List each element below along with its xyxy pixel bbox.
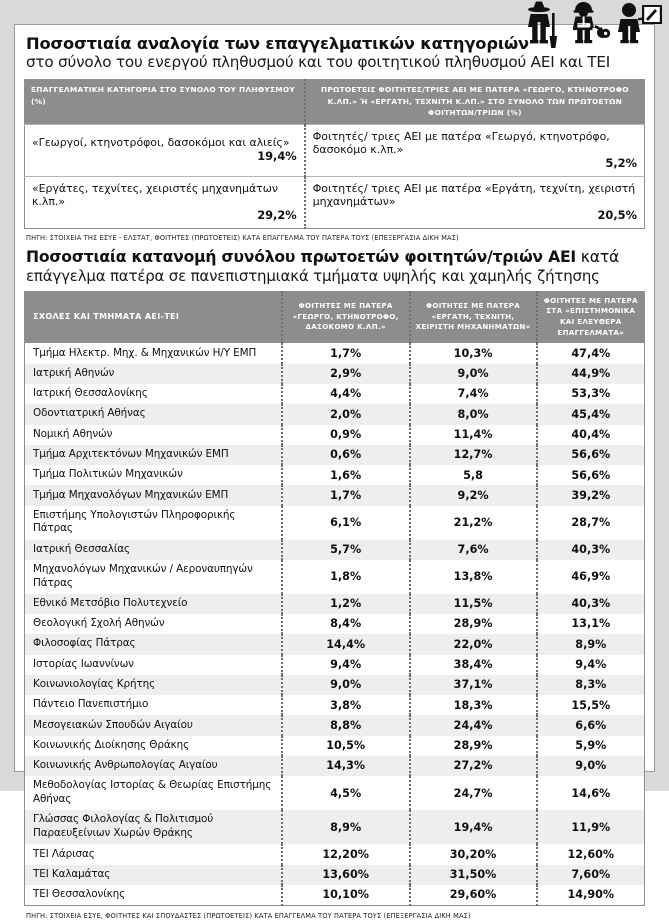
departments-header-row	[25, 291, 645, 343]
worker-figure-icon	[573, 2, 610, 43]
summary-cell-left-1	[25, 176, 305, 228]
table-row	[25, 715, 645, 735]
value-worker: 11,5%	[410, 594, 537, 614]
summary-label-left-0: «Γεωργοί, κτηνοτρόφοι, δασοκόμοι και αλιείς»	[32, 136, 290, 150]
summary-cell-left-0	[25, 124, 305, 176]
table-row	[25, 634, 645, 654]
value-farmer: 12,20%	[282, 844, 410, 864]
value-farmer: 8,8%	[282, 715, 410, 735]
summary-table-header-row	[25, 80, 645, 124]
departments-table	[24, 291, 645, 906]
table-row	[25, 865, 645, 885]
department-name: Τμήμα Πολιτικών Μηχανικών	[25, 465, 282, 485]
department-name: Πάντειο Πανεπιστήμιο	[25, 695, 282, 715]
value-worker: 10,3%	[410, 343, 537, 363]
department-name: Ιατρική Αθηνών	[25, 364, 282, 384]
value-farmer: 5,7%	[282, 540, 410, 560]
value-professional: 12,60%	[537, 844, 645, 864]
value-worker: 9,2%	[410, 485, 537, 505]
summary-label-left-1: «Εργάτες, τεχνίτες, χειριστές μηχανημάτων κ.λπ.»	[32, 181, 278, 208]
department-name: Τμήμα Αρχιτεκτόνων Μηχανικών ΕΜΠ	[25, 445, 282, 465]
value-worker: 31,50%	[410, 865, 537, 885]
value-professional: 56,6%	[537, 465, 645, 485]
table-row	[25, 506, 645, 540]
value-worker: 29,60%	[410, 885, 537, 906]
department-name: Κοινωνικής Διοίκησης Θράκης	[25, 736, 282, 756]
value-farmer: 13,60%	[282, 865, 410, 885]
value-professional: 47,4%	[537, 343, 645, 363]
summary-value-left-1: 29,2%	[257, 207, 297, 222]
value-worker: 37,1%	[410, 675, 537, 695]
table-row	[25, 594, 645, 614]
value-worker: 22,0%	[410, 634, 537, 654]
farmer-figure-icon	[528, 2, 557, 49]
page-title-line1: Ποσοστιαία αναλογία των επαγγελματικών κατηγοριών	[26, 34, 529, 53]
table-row	[25, 540, 645, 560]
value-professional: 8,3%	[537, 675, 645, 695]
department-name: Νομική Αθηνών	[25, 425, 282, 445]
table-row	[25, 776, 645, 810]
department-name: Γλώσσας Φιλολογίας & Πολιτισμού Παραευξείνιων Χωρών Θράκης	[25, 810, 282, 844]
value-farmer: 0,9%	[282, 425, 410, 445]
value-farmer: 6,1%	[282, 506, 410, 540]
table-row	[25, 364, 645, 384]
summary-label-right-1: Φοιτητές/ τριες ΑΕΙ με πατέρα «Εργάτη, τεχνίτη, χειριστή μηχανημάτων»	[312, 181, 636, 208]
department-name: Επιστήμης Υπολογιστών Πληροφορικής Πάτρας	[25, 506, 282, 540]
value-worker: 24,7%	[410, 776, 537, 810]
table-row	[25, 176, 645, 228]
value-worker: 11,4%	[410, 425, 537, 445]
value-farmer: 1,2%	[282, 594, 410, 614]
department-name: Τμήμα Ηλεκτρ. Μηχ. & Μηχανικών Η/Υ ΕΜΠ	[25, 343, 282, 363]
col-header-school: ΣΧΟΛΕΣ ΚΑΙ ΤΜΗΜΑΤΑ ΑΕΙ-ΤΕΙ	[25, 291, 282, 343]
summary-label-right-0: Φοιτητές/ τριες ΑΕΙ με πατέρα «Γεωργό, κτηνοτρόφο, δασοκόμο κ.λπ.»	[312, 129, 610, 156]
title-block-2	[26, 249, 645, 285]
value-farmer: 4,5%	[282, 776, 410, 810]
department-name: Μηχανολόγων Μηχανικών / Αεροναυπηγών Πάτρας	[25, 560, 282, 594]
section-title-rest: κατά	[576, 247, 620, 266]
value-farmer: 8,9%	[282, 810, 410, 844]
department-name: Κοινωνιολογίας Κρήτης	[25, 675, 282, 695]
value-worker: 9,0%	[410, 364, 537, 384]
value-farmer: 14,3%	[282, 756, 410, 776]
table-row	[25, 885, 645, 906]
value-worker: 18,3%	[410, 695, 537, 715]
value-worker: 5,8	[410, 465, 537, 485]
department-name: Εθνικό Μετσόβιο Πολυτεχνείο	[25, 594, 282, 614]
value-farmer: 1,7%	[282, 485, 410, 505]
value-professional: 56,6%	[537, 445, 645, 465]
value-worker: 12,7%	[410, 445, 537, 465]
table-row	[25, 485, 645, 505]
value-professional: 40,3%	[537, 540, 645, 560]
value-farmer: 9,0%	[282, 675, 410, 695]
department-name: Ιστορίας Ιωαννίνων	[25, 655, 282, 675]
value-worker: 7,4%	[410, 384, 537, 404]
col-header-professional: ΦΟΙΤΗΤΕΣ ΜΕ ΠΑΤΕΡΑ ΣΤΑ «ΕΠΙΣΤΗΜΟΝΙΚΑ ΚΑΙ ΕΛΕΥΘΕΡΑ ΕΠΑΓΓΕΛΜΑΤΑ»	[537, 291, 645, 343]
value-worker: 19,4%	[410, 810, 537, 844]
department-name: Μεθοδολογίας Ιστορίας & Θεωρίας Επιστήμης Αθήνας	[25, 776, 282, 810]
table-row	[25, 384, 645, 404]
value-worker: 28,9%	[410, 736, 537, 756]
value-professional: 14,6%	[537, 776, 645, 810]
value-worker: 24,4%	[410, 715, 537, 735]
value-farmer: 0,6%	[282, 445, 410, 465]
value-professional: 8,9%	[537, 634, 645, 654]
value-worker: 21,2%	[410, 506, 537, 540]
table-row	[25, 675, 645, 695]
summary-table-source: ΠΗΓΗ: ΣΤΟΙΧΕΙΑ ΤΗΣ ΕΣΥΕ - ΕΛΣΤΑΤ, ΦΟΙΤΗΤΕΣ (ΠΡΩΤΟΕΤΕΙΣ) ΚΑΤΑ ΕΠΑΓΓΕΛΜΑ ΤΟΥ ΠΑΤΕΡΑ ΤΟΥΣ (ΕΠΕΞΕΡΓΑΣΙΑ ΔΙΚΗ ΜΑΣ)	[26, 233, 459, 242]
section-title-bold: Ποσοστιαία κατανομή συνόλου πρωτοετών φοιτητών/τριών ΑΕΙ	[26, 247, 577, 266]
value-professional: 53,3%	[537, 384, 645, 404]
department-name: Ιατρική Θεσσαλίας	[25, 540, 282, 560]
professional-figure-icon	[618, 3, 662, 43]
value-professional: 9,4%	[537, 655, 645, 675]
table-row	[25, 560, 645, 594]
summary-header-right: ΠΡΩΤΟΕΤΕΙΣ ΦΟΙΤΗΤΕΣ/ΤΡΙΕΣ ΑΕΙ ΜΕ ΠΑΤΕΡΑ «ΓΕΩΡΓΟ, ΚΤΗΝΟΤΡΟΦΟ Κ.ΛΠ.» Ή «ΕΡΓΑΤΗ, ΤΕΧΝΙΤΗ Κ.ΛΠ.» ΣΤΟ ΣΥΝΟΛΟ ΤΩΝ ΠΡΩΤΟΕΤΩΝ ΦΟΙΤΗΤΩΝ/ΤΡΙΩΝ (%)	[305, 80, 645, 124]
value-worker: 8,0%	[410, 404, 537, 424]
infographic-inner	[14, 24, 655, 920]
summary-header-left: ΕΠΑΓΓΕΛΜΑΤΙΚΗ ΚΑΤΗΓΟΡΙΑ ΣΤΟ ΣΥΝΟΛΟ ΤΟΥ ΠΛΗΘΥΣΜΟΥ (%)	[25, 80, 305, 124]
section-title-line1	[26, 249, 645, 267]
value-farmer: 1,8%	[282, 560, 410, 594]
summary-cell-right-1	[305, 176, 645, 228]
value-farmer: 9,4%	[282, 655, 410, 675]
value-professional: 40,4%	[537, 425, 645, 445]
value-professional: 7,60%	[537, 865, 645, 885]
table-row	[25, 695, 645, 715]
department-name: ΤΕΙ Θεσσαλονίκης	[25, 885, 282, 906]
table-row	[25, 614, 645, 634]
summary-value-right-0: 5,2%	[605, 155, 637, 170]
table-row	[25, 736, 645, 756]
value-professional: 9,0%	[537, 756, 645, 776]
page-title-line2: στο σύνολο του ενεργού πληθυσμού και του φοιτητικού πληθυσμού ΑΕΙ και ΤΕΙ	[26, 53, 611, 72]
pictogram-figures	[517, 0, 663, 50]
summary-table	[24, 79, 645, 228]
table-row	[25, 445, 645, 465]
table-row	[25, 810, 645, 844]
summary-value-right-1: 20,5%	[597, 207, 637, 222]
value-professional: 28,7%	[537, 506, 645, 540]
col-header-worker: ΦΟΙΤΗΤΕΣ ΜΕ ΠΑΤΕΡΑ «ΕΡΓΑΤΗ, ΤΕΧΝΙΤΗ, ΧΕΙΡΙΣΤΗ ΜΗΧΑΝΗΜΑΤΩΝ»	[410, 291, 537, 343]
department-name: Κοινωνικής Ανθρωπολογίας Αιγαίου	[25, 756, 282, 776]
department-name: Θεολογική Σχολή Αθηνών	[25, 614, 282, 634]
departments-table-source: ΠΗΓΗ: ΣΤΟΙΧΕΙΑ ΕΣΥΕ, ΦΟΙΤΗΤΕΣ ΚΑΙ ΣΠΟΥΔΑΣΤΕΣ (ΠΡΩΤΟΕΤΕΙΣ) ΚΑΤΑ ΕΠΑΓΓΕΛΜΑ ΤΟΥ ΠΑΤΕΡΑ ΤΟΥΣ (ΕΠΕΞΕΡΓΑΣΙΑ ΔΙΚΗ ΜΑΣ)	[26, 912, 471, 920]
value-professional: 46,9%	[537, 560, 645, 594]
value-professional: 45,4%	[537, 404, 645, 424]
summary-cell-right-0	[305, 124, 645, 176]
section-title-line2: επάγγελμα πατέρα σε πανεπιστημιακά τμήματα υψηλής και χαμηλής ζήτησης	[26, 266, 600, 285]
value-worker: 13,8%	[410, 560, 537, 594]
department-name: ΤΕΙ Καλαμάτας	[25, 865, 282, 885]
value-farmer: 2,9%	[282, 364, 410, 384]
department-name: Τμήμα Μηχανολόγων Μηχανικών ΕΜΠ	[25, 485, 282, 505]
department-name: Φιλοσοφίας Πάτρας	[25, 634, 282, 654]
value-farmer: 10,5%	[282, 736, 410, 756]
value-farmer: 1,7%	[282, 343, 410, 363]
table-row	[25, 465, 645, 485]
value-worker: 30,20%	[410, 844, 537, 864]
value-farmer: 1,6%	[282, 465, 410, 485]
value-farmer: 4,4%	[282, 384, 410, 404]
table-row	[25, 343, 645, 363]
value-worker: 7,6%	[410, 540, 537, 560]
department-name: Μεσογειακών Σπουδών Αιγαίου	[25, 715, 282, 735]
value-farmer: 8,4%	[282, 614, 410, 634]
table-row	[25, 425, 645, 445]
value-farmer: 10,10%	[282, 885, 410, 906]
value-professional: 5,9%	[537, 736, 645, 756]
department-name: ΤΕΙ Λάρισας	[25, 844, 282, 864]
table-row	[25, 655, 645, 675]
value-farmer: 3,8%	[282, 695, 410, 715]
value-professional: 15,5%	[537, 695, 645, 715]
value-professional: 40,3%	[537, 594, 645, 614]
value-professional: 11,9%	[537, 810, 645, 844]
department-name: Ιατρική Θεσσαλονίκης	[25, 384, 282, 404]
department-name: Οδοντιατρική Αθήνας	[25, 404, 282, 424]
table-row	[25, 756, 645, 776]
value-farmer: 2,0%	[282, 404, 410, 424]
value-farmer: 14,4%	[282, 634, 410, 654]
table-row	[25, 404, 645, 424]
value-professional: 13,1%	[537, 614, 645, 634]
value-worker: 38,4%	[410, 655, 537, 675]
value-professional: 39,2%	[537, 485, 645, 505]
table-row	[25, 844, 645, 864]
value-professional: 14,90%	[537, 885, 645, 906]
col-header-farmer: ΦΟΙΤΗΤΕΣ ΜΕ ΠΑΤΕΡΑ «ΓΕΩΡΓΟ, ΚΤΗΝΟΤΡΟΦΟ, ΔΑΣΟΚΟΜΟ Κ.ΛΠ.»	[282, 291, 410, 343]
summary-value-left-0: 19,4%	[257, 149, 297, 164]
value-professional: 6,6%	[537, 715, 645, 735]
value-worker: 28,9%	[410, 614, 537, 634]
table-row	[25, 124, 645, 176]
value-professional: 44,9%	[537, 364, 645, 384]
value-worker: 27,2%	[410, 756, 537, 776]
